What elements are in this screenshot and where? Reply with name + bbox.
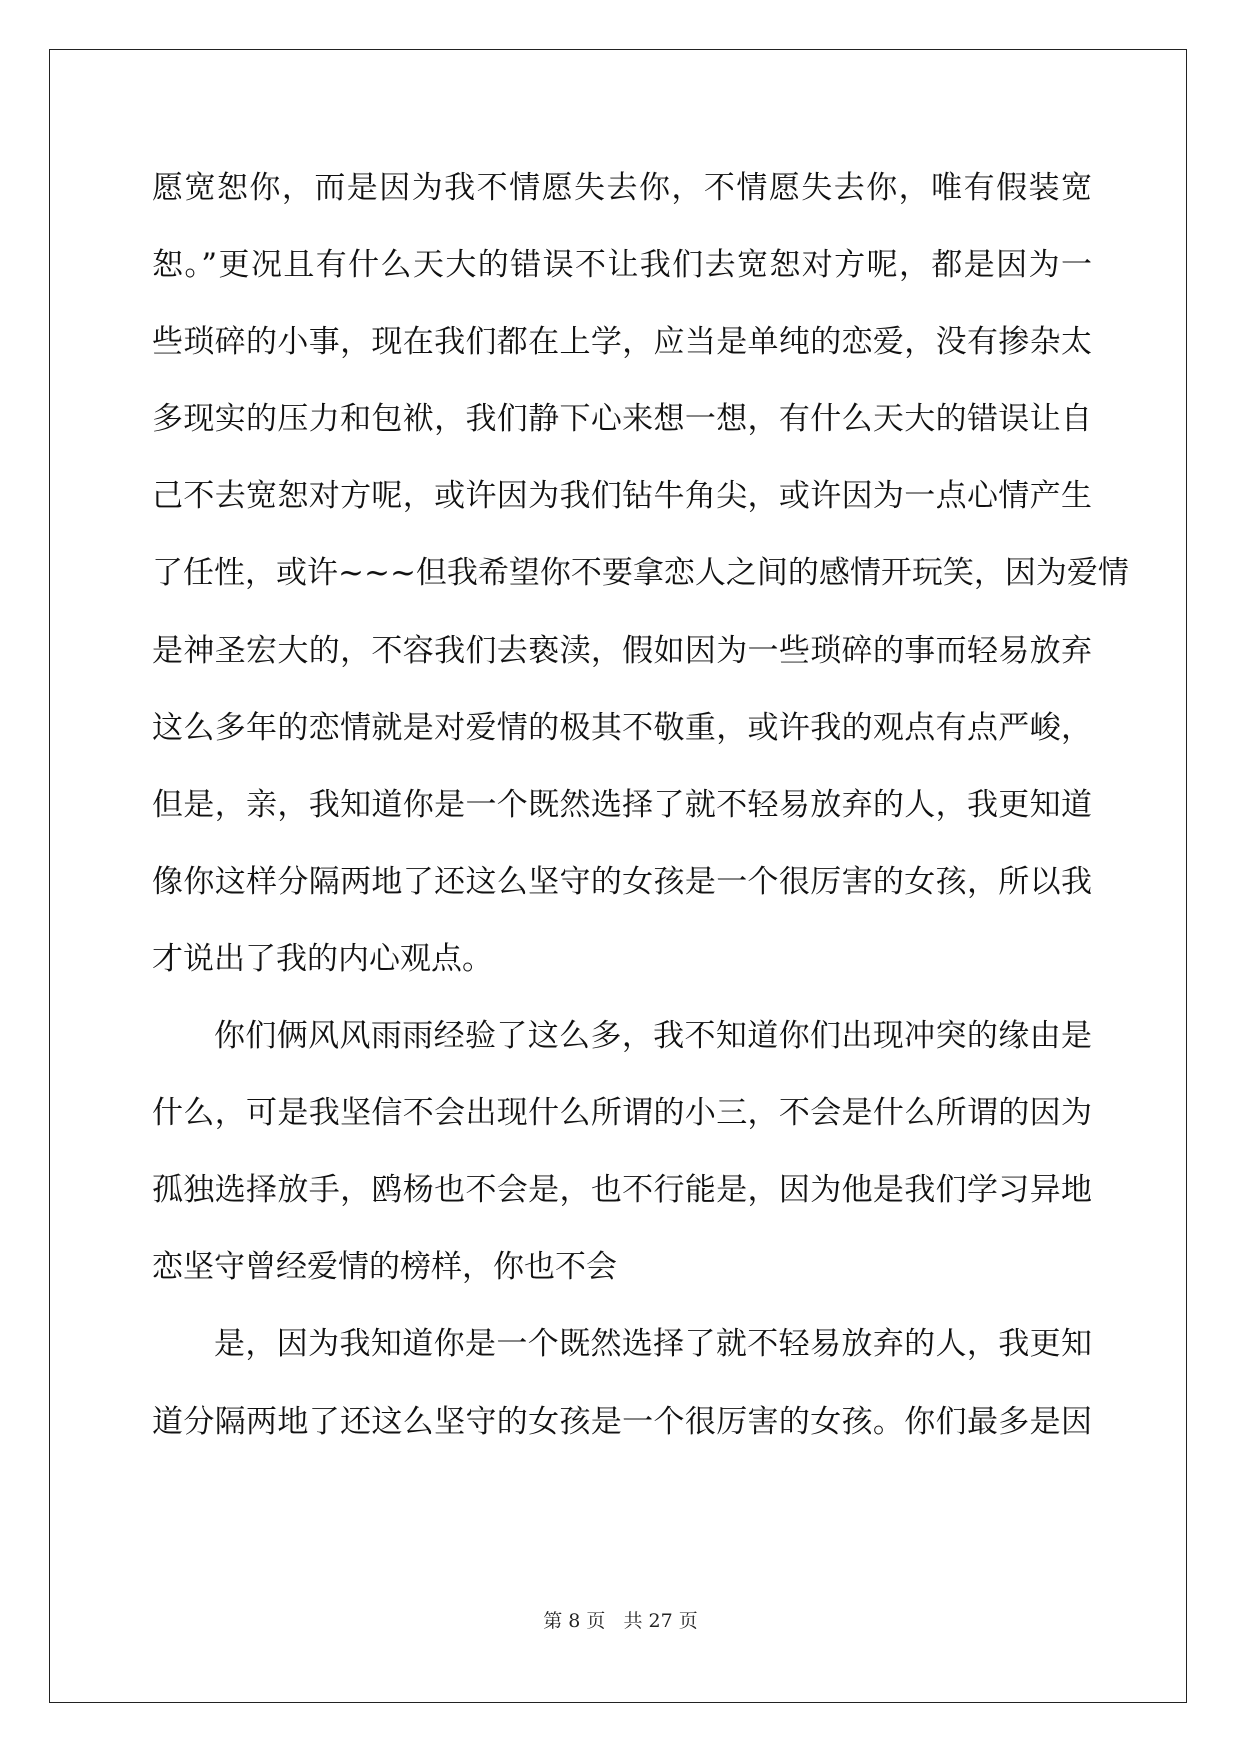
page-footer — [0, 1606, 1241, 1633]
text-line: 己不去宽恕对方呢，或许因为我们钻牛角尖，或许因为一点心情产生 — [152, 478, 1092, 515]
text-line: 像你这样分隔两地了还这么坚守的女孩是一个很厉害的女孩，所以我 — [152, 863, 1092, 900]
text-line: 是神圣宏大的，不容我们去亵渎，假如因为一些琐碎的事而轻易放弃 — [152, 632, 1092, 669]
page-number: 第 8 页 — [543, 1610, 606, 1632]
text-line: 这么多年的恋情就是对爱情的极其不敬重，或许我的观点有点严峻， — [152, 709, 1092, 746]
text-line: 道分隔两地了还这么坚守的女孩是一个很厉害的女孩。你们最多是因 — [152, 1403, 1092, 1440]
text-line: 多现实的压力和包袱，我们静下心来想一想，有什么天大的错误让自 — [152, 401, 1092, 438]
paragraph-first-line: 你们俩风风雨雨经验了这么多，我不知道你们出现冲突的缘由是 — [214, 1018, 1092, 1055]
text-line: 愿宽恕你，而是因为我不情愿失去你，不情愿失去你，唯有假装宽 — [152, 170, 1092, 206]
paragraph-end-line: 恋坚守曾经爱情的榜样，你也不会 — [152, 1249, 617, 1286]
text-line: 了任性，或许~~~但我希望你不要拿恋人之间的感情开玩笑，因为爱情 — [152, 555, 1129, 592]
text-line: 些琐碎的小事，现在我们都在上学，应当是单纯的恋爱，没有掺杂太 — [152, 324, 1092, 361]
document-body — [152, 150, 1129, 1461]
text-line: 但是，亲，我知道你是一个既然选择了就不轻易放弃的人，我更知道 — [152, 786, 1092, 823]
text-line: 孤独选择放手，鸥杨也不会是，也不行能是，因为他是我们学习异地 — [152, 1172, 1092, 1209]
text-line: 什么，可是我坚信不会出现什么所谓的小三，不会是什么所谓的因为 — [152, 1095, 1092, 1132]
paragraph-first-line: 是，因为我知道你是一个既然选择了就不轻易放弃的人，我更知 — [214, 1326, 1092, 1363]
page-total: 共 27 页 — [623, 1610, 698, 1632]
paragraph-end-line: 才说出了我的内心观点。 — [152, 940, 493, 977]
text-line: 恕。”更况且有什么天大的错误不让我们去宽恕对方呢，都是因为一 — [152, 247, 1092, 284]
